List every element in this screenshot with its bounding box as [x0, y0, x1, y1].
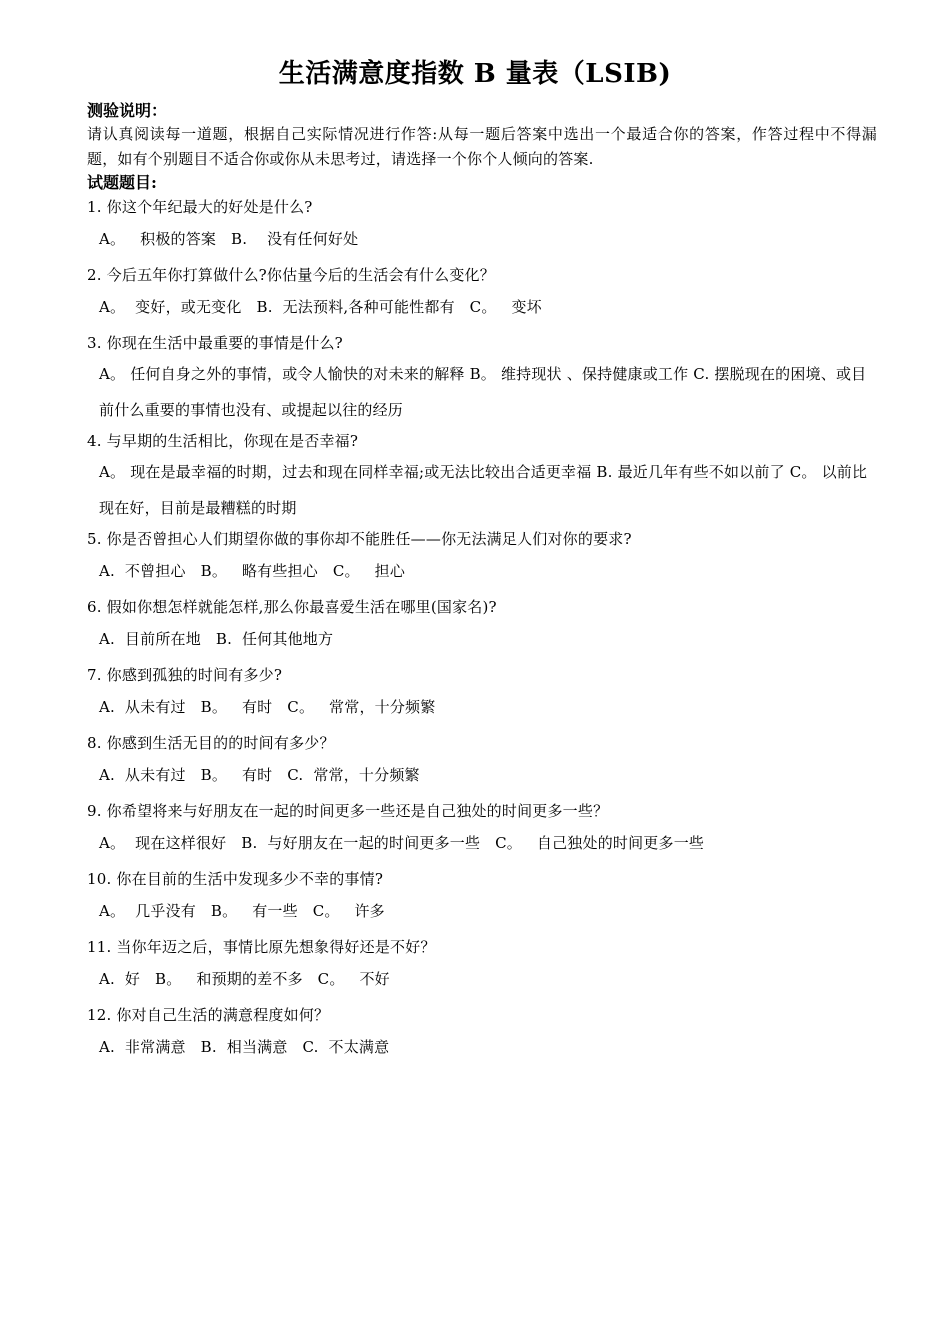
answers-2 — [87, 294, 877, 330]
question-11: 11. 当你年迈之后，事情比原先想象得好还是不好？ — [87, 938, 436, 956]
answers-8 — [87, 762, 877, 798]
answer-options: A。 现在这样很好 B. 与好朋友在一起的时间更多一些 C。 自己独处的时间更多一些 — [99, 834, 705, 852]
answers-10 — [87, 898, 877, 934]
answer-options: A。 积极的答案 B. 没有任何好处 — [99, 230, 359, 248]
answers-9 — [87, 830, 877, 866]
answers-11 — [87, 966, 877, 1002]
answers-1 — [87, 226, 877, 262]
question-4: 4. 与早期的生活相比，你现在是否幸福? — [87, 432, 359, 450]
answer-options: A。 变好，或无变化 B. 无法预料,各种可能性都有 C。 变坏 — [99, 298, 542, 316]
document-body — [87, 100, 877, 1070]
question-3: 3. 你现在生活中最重要的事情是什么? — [87, 334, 343, 352]
question-7: 7. 你感到孤独的时间有多少? — [87, 666, 283, 684]
answers-6 — [87, 626, 877, 662]
answer-options: A. 目前所在地 B. 任何其他地方 — [99, 630, 334, 648]
instructions-heading: 测验说明： — [87, 101, 168, 120]
question-1: 1. 你这个年纪最大的好处是什么? — [87, 198, 313, 216]
answers-12 — [87, 1034, 877, 1070]
answer-options: A. 从未有过 B。 有时 C。 常常，十分频繁 — [99, 698, 436, 716]
answer-options: A. 从未有过 B。 有时 C. 常常，十分频繁 — [99, 766, 420, 784]
instructions-text: 请认真阅读每一道题，根据自己实际情况进行作答:从每一题后答案中选出一个最适合你的答案，作答过程中不得漏题，如有个别题目不适合你或你从未思考过，请选择一个你个人倾向的答案. — [87, 125, 877, 168]
question-8: 8. 你感到生活无目的的时间有多少？ — [87, 734, 335, 752]
question-10: 10. 你在目前的生活中发现多少不幸的事情? — [87, 870, 384, 888]
questions-heading: 试题题目: — [87, 173, 157, 192]
answer-options: A. 非常满意 B. 相当满意 C. 不太满意 — [99, 1038, 390, 1056]
answers-3: A。 任何自身之外的事情，或令人愉快的对未来的解释 B。 维持现状 、保持健康或工作 C. 摆脱现在的困境、或目前什么重要的事情也没有、或提起以往的经历 — [99, 365, 867, 419]
answers-5 — [87, 558, 877, 594]
answer-options: A. 不曾担心 B。 略有些担心 C。 担心 — [99, 562, 406, 580]
page-title: 生活满意度指数 B 量表（LSIB) — [278, 59, 672, 89]
question-2: 2. 今后五年你打算做什么?你估量今后的生活会有什么变化？ — [87, 266, 495, 284]
question-list — [87, 194, 877, 1070]
answers-7 — [87, 694, 877, 730]
question-6: 6. 假如你想怎样就能怎样,那么你最喜爱生活在哪里(国家名)? — [87, 598, 497, 616]
question-9: 9. 你希望将来与好朋友在一起的时间更多一些还是自己独处的时间更多一些？ — [87, 802, 609, 820]
question-5: 5. 你是否曾担心人们期望你做的事你却不能胜任——你无法满足人们对你的要求? — [87, 530, 632, 548]
question-12: 12. 你对自己生活的满意程度如何？ — [87, 1006, 330, 1024]
answer-options: A。 几乎没有 B。 有一些 C。 许多 — [99, 902, 385, 920]
answers-4: A。 现在是最幸福的时期，过去和现在同样幸福;或无法比较出合适更幸福 B. 最近几年有些不如以前了 C。 以前比现在好，目前是最糟糕的时期 — [99, 463, 868, 517]
answer-options: A. 好 B。 和预期的差不多 C。 不好 — [99, 970, 390, 988]
